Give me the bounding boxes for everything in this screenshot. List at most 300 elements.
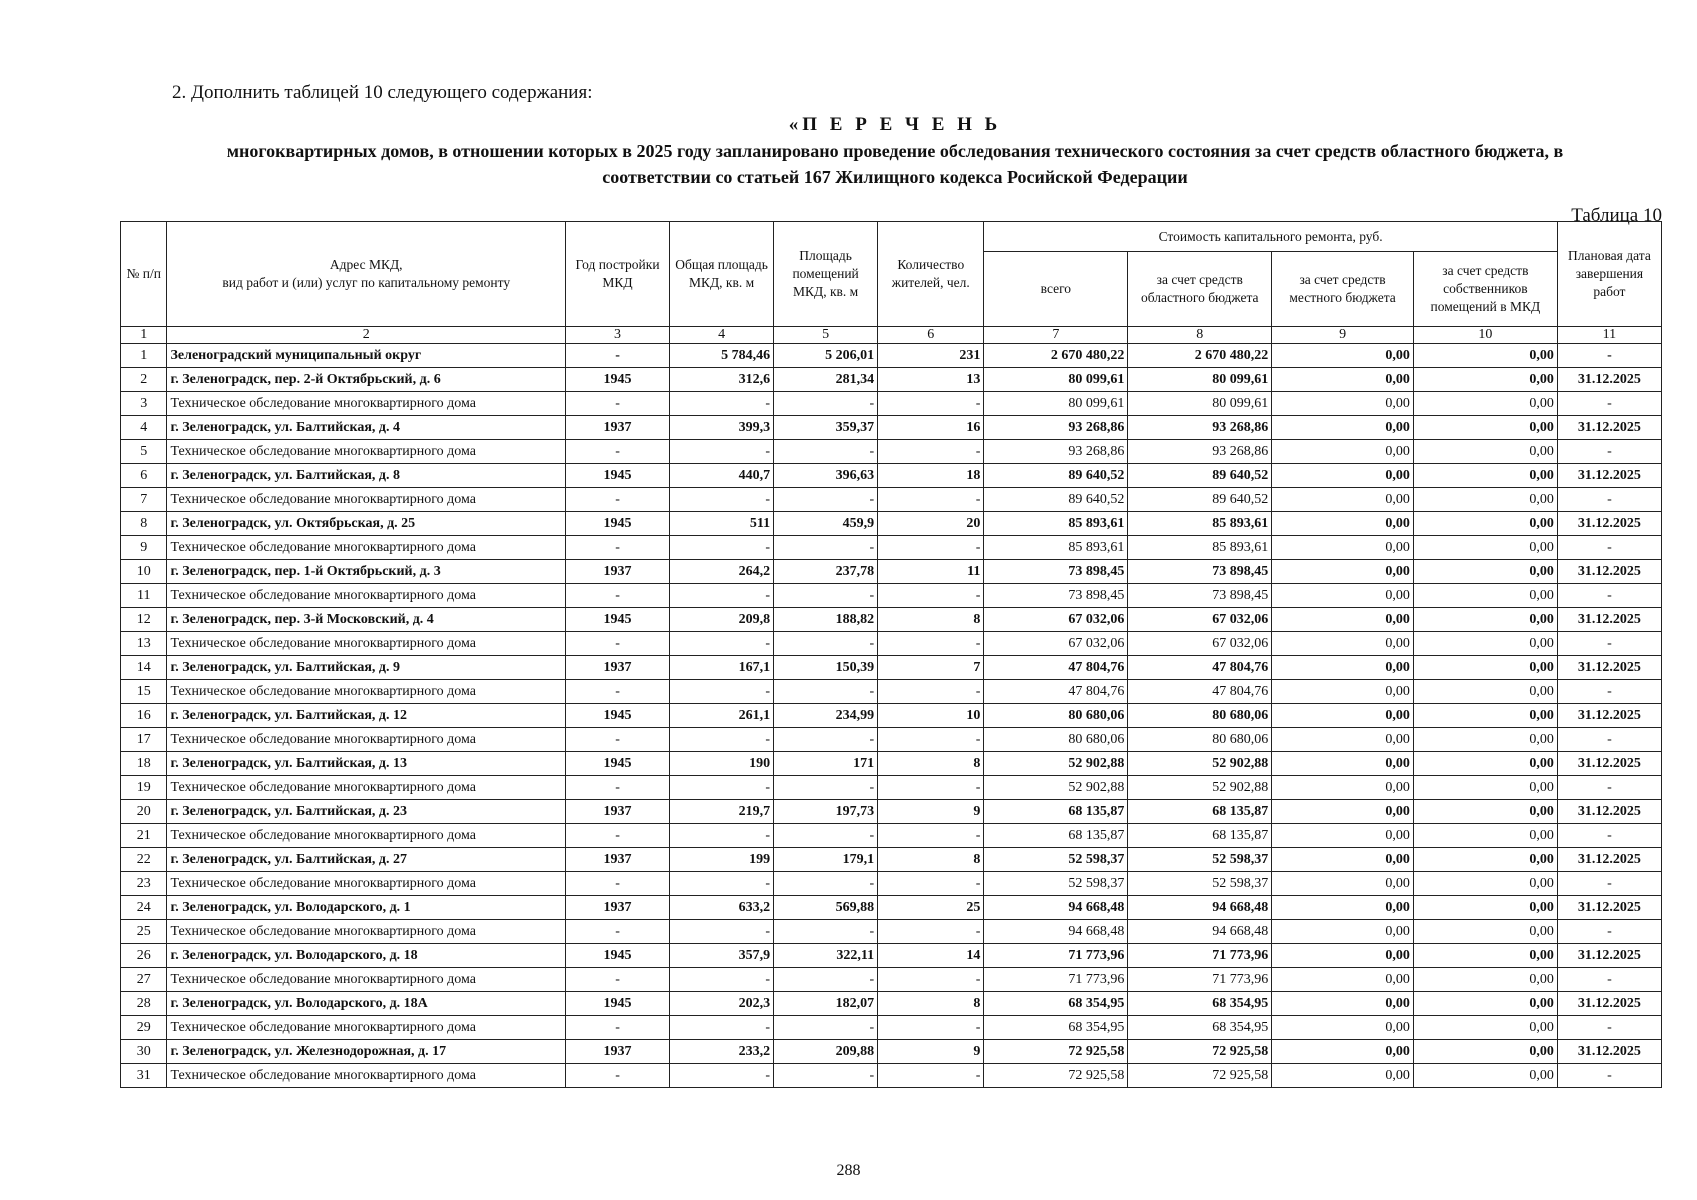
planned-date-cell: -: [1557, 1064, 1661, 1088]
cost-owners-cell: 0,00: [1413, 536, 1557, 560]
address-cell: г. Зеленоградск, ул. Октябрьская, д. 25: [167, 512, 566, 536]
cost-regional-cell: 80 099,61: [1128, 368, 1272, 392]
cost-local-cell: 0,00: [1272, 560, 1414, 584]
address-cell: г. Зеленоградск, ул. Железнодорожная, д. 17: [167, 1040, 566, 1064]
row-number: 17: [121, 728, 167, 752]
planned-date-cell: 31.12.2025: [1557, 560, 1661, 584]
total-area-cell: 399,3: [670, 416, 774, 440]
address-cell: г. Зеленоградск, ул. Володарского, д. 18: [167, 944, 566, 968]
cost-total-cell: 72 925,58: [984, 1064, 1128, 1088]
header-num: № п/п: [121, 222, 167, 327]
cost-local-cell: 0,00: [1272, 824, 1414, 848]
year-cell: 1945: [566, 752, 670, 776]
cost-local-cell: 0,00: [1272, 872, 1414, 896]
rooms-area-cell: -: [774, 968, 878, 992]
cost-total-cell: 89 640,52: [984, 488, 1128, 512]
cost-local-cell: 0,00: [1272, 368, 1414, 392]
planned-date-cell: 31.12.2025: [1557, 752, 1661, 776]
row-number: 2: [121, 368, 167, 392]
row-number: 3: [121, 392, 167, 416]
cost-regional-cell: 52 598,37: [1128, 872, 1272, 896]
cost-total-cell: 80 099,61: [984, 368, 1128, 392]
total-area-cell: 261,1: [670, 704, 774, 728]
cost-local-cell: 0,00: [1272, 488, 1414, 512]
table-body: [121, 344, 1662, 1088]
cost-regional-cell: 89 640,52: [1128, 488, 1272, 512]
row-number: 21: [121, 824, 167, 848]
table-row: [121, 344, 1662, 368]
header-residents: Количество жителей, чел.: [878, 222, 984, 327]
header-regional: за счет средств областного бюджета: [1128, 252, 1272, 327]
rooms-area-cell: 197,73: [774, 800, 878, 824]
rooms-area-cell: 396,63: [774, 464, 878, 488]
rooms-area-cell: 237,78: [774, 560, 878, 584]
cost-owners-cell: 0,00: [1413, 800, 1557, 824]
planned-date-cell: 31.12.2025: [1557, 896, 1661, 920]
residents-cell: 10: [878, 704, 984, 728]
cost-local-cell: 0,00: [1272, 776, 1414, 800]
rooms-area-cell: 281,34: [774, 368, 878, 392]
cost-regional-cell: 67 032,06: [1128, 608, 1272, 632]
header-total-area: Общая площадь МКД, кв. м: [670, 222, 774, 327]
cost-local-cell: 0,00: [1272, 920, 1414, 944]
total-area-cell: -: [670, 920, 774, 944]
residents-cell: 18: [878, 464, 984, 488]
total-area-cell: 219,7: [670, 800, 774, 824]
planned-date-cell: 31.12.2025: [1557, 800, 1661, 824]
row-number: 19: [121, 776, 167, 800]
address-cell: Техническое обследование многоквартирного дома: [167, 680, 566, 704]
residents-cell: -: [878, 1064, 984, 1088]
row-number: 11: [121, 584, 167, 608]
planned-date-cell: -: [1557, 680, 1661, 704]
cost-regional-cell: 71 773,96: [1128, 944, 1272, 968]
cost-regional-cell: 89 640,52: [1128, 464, 1272, 488]
residents-cell: -: [878, 968, 984, 992]
cost-owners-cell: 0,00: [1413, 1064, 1557, 1088]
rooms-area-cell: -: [774, 584, 878, 608]
rooms-area-cell: 359,37: [774, 416, 878, 440]
address-cell: г. Зеленоградск, пер. 2-й Октябрьский, д. 6: [167, 368, 566, 392]
planned-date-cell: 31.12.2025: [1557, 512, 1661, 536]
cost-owners-cell: 0,00: [1413, 704, 1557, 728]
title-line-2: многоквартирных домов, в отношении которых в 2025 году запланировано проведение обследования технического состояния за счет средств областного бюджета, в: [226, 141, 1564, 161]
address-cell: г. Зеленоградск, ул. Балтийская, д. 4: [167, 416, 566, 440]
address-cell: Зеленоградский муниципальный округ: [167, 344, 566, 368]
cost-local-cell: 0,00: [1272, 680, 1414, 704]
row-number: 7: [121, 488, 167, 512]
header-year: Год постройки МКД: [566, 222, 670, 327]
cost-total-cell: 72 925,58: [984, 1040, 1128, 1064]
planned-date-cell: -: [1557, 968, 1661, 992]
rooms-area-cell: 182,07: [774, 992, 878, 1016]
row-number: 18: [121, 752, 167, 776]
address-cell: Техническое обследование многоквартирного дома: [167, 440, 566, 464]
table-row: [121, 728, 1662, 752]
cost-local-cell: 0,00: [1272, 704, 1414, 728]
residents-cell: -: [878, 728, 984, 752]
table-row: [121, 704, 1662, 728]
residents-cell: 231: [878, 344, 984, 368]
address-cell: Техническое обследование многоквартирного дома: [167, 968, 566, 992]
total-area-cell: 312,6: [670, 368, 774, 392]
year-cell: -: [566, 824, 670, 848]
table-row: [121, 968, 1662, 992]
residents-cell: -: [878, 584, 984, 608]
column-number: 1: [121, 327, 167, 344]
cost-regional-cell: 68 354,95: [1128, 1016, 1272, 1040]
residents-cell: -: [878, 776, 984, 800]
cost-regional-cell: 47 804,76: [1128, 680, 1272, 704]
cost-total-cell: 94 668,48: [984, 920, 1128, 944]
cost-owners-cell: 0,00: [1413, 656, 1557, 680]
year-cell: 1945: [566, 992, 670, 1016]
table-row: [121, 560, 1662, 584]
row-number: 12: [121, 608, 167, 632]
cost-owners-cell: 0,00: [1413, 824, 1557, 848]
table-row: [121, 608, 1662, 632]
row-number: 8: [121, 512, 167, 536]
cost-owners-cell: 0,00: [1413, 728, 1557, 752]
address-cell: Техническое обследование многоквартирного дома: [167, 776, 566, 800]
planned-date-cell: -: [1557, 920, 1661, 944]
planned-date-cell: -: [1557, 488, 1661, 512]
cost-local-cell: 0,00: [1272, 512, 1414, 536]
year-cell: -: [566, 680, 670, 704]
planned-date-cell: -: [1557, 584, 1661, 608]
planned-date-cell: -: [1557, 872, 1661, 896]
header-total: всего: [984, 252, 1128, 327]
rooms-area-cell: 209,88: [774, 1040, 878, 1064]
row-number: 5: [121, 440, 167, 464]
cost-total-cell: 52 598,37: [984, 872, 1128, 896]
table-row: [121, 656, 1662, 680]
residents-cell: -: [878, 488, 984, 512]
header-rooms-area: Площадь помещений МКД, кв. м: [774, 222, 878, 327]
cost-total-cell: 93 268,86: [984, 416, 1128, 440]
row-number: 10: [121, 560, 167, 584]
residents-cell: 8: [878, 992, 984, 1016]
residents-cell: 8: [878, 608, 984, 632]
cost-owners-cell: 0,00: [1413, 368, 1557, 392]
column-number: 7: [984, 327, 1128, 344]
address-cell: г. Зеленоградск, ул. Балтийская, д. 13: [167, 752, 566, 776]
cost-owners-cell: 0,00: [1413, 920, 1557, 944]
table-row: [121, 632, 1662, 656]
table-row: [121, 776, 1662, 800]
cost-regional-cell: 2 670 480,22: [1128, 344, 1272, 368]
row-number: 13: [121, 632, 167, 656]
planned-date-cell: 31.12.2025: [1557, 1040, 1661, 1064]
planned-date-cell: -: [1557, 776, 1661, 800]
residents-cell: -: [878, 920, 984, 944]
year-cell: 1945: [566, 464, 670, 488]
cost-local-cell: 0,00: [1272, 992, 1414, 1016]
cost-regional-cell: 94 668,48: [1128, 896, 1272, 920]
column-number: 6: [878, 327, 984, 344]
cost-total-cell: 85 893,61: [984, 536, 1128, 560]
year-cell: -: [566, 920, 670, 944]
header-owners: за счет средств собственников помещений в МКД: [1413, 252, 1557, 327]
cost-regional-cell: 68 135,87: [1128, 824, 1272, 848]
rooms-area-cell: 459,9: [774, 512, 878, 536]
cost-total-cell: 68 135,87: [984, 824, 1128, 848]
row-number: 29: [121, 1016, 167, 1040]
year-cell: -: [566, 632, 670, 656]
cost-total-cell: 47 804,76: [984, 656, 1128, 680]
residents-cell: 8: [878, 848, 984, 872]
row-number: 20: [121, 800, 167, 824]
cost-owners-cell: 0,00: [1413, 944, 1557, 968]
cost-total-cell: 52 902,88: [984, 776, 1128, 800]
table-row: [121, 872, 1662, 896]
document-title: [140, 112, 1650, 190]
cost-local-cell: 0,00: [1272, 752, 1414, 776]
table-row: [121, 1040, 1662, 1064]
row-number: 26: [121, 944, 167, 968]
row-number: 1: [121, 344, 167, 368]
residents-cell: 9: [878, 800, 984, 824]
cost-total-cell: 73 898,45: [984, 584, 1128, 608]
total-area-cell: -: [670, 824, 774, 848]
cost-regional-cell: 67 032,06: [1128, 632, 1272, 656]
table-row: [121, 368, 1662, 392]
cost-total-cell: 93 268,86: [984, 440, 1128, 464]
table-row: [121, 800, 1662, 824]
cost-total-cell: 73 898,45: [984, 560, 1128, 584]
total-area-cell: -: [670, 392, 774, 416]
column-number: 2: [167, 327, 566, 344]
cost-total-cell: 2 670 480,22: [984, 344, 1128, 368]
cost-owners-cell: 0,00: [1413, 488, 1557, 512]
cost-owners-cell: 0,00: [1413, 392, 1557, 416]
cost-total-cell: 47 804,76: [984, 680, 1128, 704]
cost-owners-cell: 0,00: [1413, 848, 1557, 872]
total-area-cell: -: [670, 680, 774, 704]
address-cell: г. Зеленоградск, ул. Балтийская, д. 12: [167, 704, 566, 728]
total-area-cell: 5 784,46: [670, 344, 774, 368]
cost-local-cell: 0,00: [1272, 656, 1414, 680]
residents-cell: 8: [878, 752, 984, 776]
residents-cell: -: [878, 872, 984, 896]
cost-owners-cell: 0,00: [1413, 776, 1557, 800]
cost-total-cell: 52 598,37: [984, 848, 1128, 872]
address-cell: г. Зеленоградск, ул. Володарского, д. 1: [167, 896, 566, 920]
year-cell: 1937: [566, 416, 670, 440]
cost-local-cell: 0,00: [1272, 440, 1414, 464]
cost-local-cell: 0,00: [1272, 584, 1414, 608]
cost-total-cell: 68 135,87: [984, 800, 1128, 824]
row-number: 25: [121, 920, 167, 944]
cost-total-cell: 94 668,48: [984, 896, 1128, 920]
total-area-cell: -: [670, 488, 774, 512]
cost-regional-cell: 52 902,88: [1128, 752, 1272, 776]
total-area-cell: -: [670, 968, 774, 992]
cost-regional-cell: 71 773,96: [1128, 968, 1272, 992]
total-area-cell: -: [670, 872, 774, 896]
year-cell: -: [566, 1064, 670, 1088]
rooms-area-cell: -: [774, 776, 878, 800]
table-row: [121, 920, 1662, 944]
year-cell: 1945: [566, 512, 670, 536]
cost-total-cell: 67 032,06: [984, 608, 1128, 632]
cost-owners-cell: 0,00: [1413, 608, 1557, 632]
address-cell: Техническое обследование многоквартирного дома: [167, 392, 566, 416]
table-row: [121, 488, 1662, 512]
cost-regional-cell: 68 135,87: [1128, 800, 1272, 824]
row-number: 24: [121, 896, 167, 920]
cost-owners-cell: 0,00: [1413, 464, 1557, 488]
rooms-area-cell: -: [774, 872, 878, 896]
cost-total-cell: 52 902,88: [984, 752, 1128, 776]
table-row: [121, 512, 1662, 536]
cost-total-cell: 67 032,06: [984, 632, 1128, 656]
cost-total-cell: 89 640,52: [984, 464, 1128, 488]
total-area-cell: -: [670, 1064, 774, 1088]
header-planned-date: Плановая дата завершения работ: [1557, 222, 1661, 327]
cost-owners-cell: 0,00: [1413, 512, 1557, 536]
planned-date-cell: 31.12.2025: [1557, 368, 1661, 392]
planned-date-cell: 31.12.2025: [1557, 992, 1661, 1016]
residents-cell: 16: [878, 416, 984, 440]
year-cell: -: [566, 584, 670, 608]
cost-regional-cell: 72 925,58: [1128, 1064, 1272, 1088]
total-area-cell: 440,7: [670, 464, 774, 488]
cost-regional-cell: 80 680,06: [1128, 704, 1272, 728]
table-row: [121, 536, 1662, 560]
address-cell: Техническое обследование многоквартирного дома: [167, 1064, 566, 1088]
year-cell: -: [566, 536, 670, 560]
column-number: 5: [774, 327, 878, 344]
address-cell: Техническое обследование многоквартирного дома: [167, 488, 566, 512]
row-number: 14: [121, 656, 167, 680]
planned-date-cell: -: [1557, 536, 1661, 560]
cost-owners-cell: 0,00: [1413, 992, 1557, 1016]
planned-date-cell: -: [1557, 632, 1661, 656]
cost-owners-cell: 0,00: [1413, 1016, 1557, 1040]
address-cell: г. Зеленоградск, ул. Балтийская, д. 23: [167, 800, 566, 824]
cost-local-cell: 0,00: [1272, 944, 1414, 968]
residents-cell: -: [878, 440, 984, 464]
total-area-cell: -: [670, 728, 774, 752]
total-area-cell: -: [670, 776, 774, 800]
planned-date-cell: 31.12.2025: [1557, 464, 1661, 488]
cost-regional-cell: 47 804,76: [1128, 656, 1272, 680]
total-area-cell: 357,9: [670, 944, 774, 968]
cost-local-cell: 0,00: [1272, 344, 1414, 368]
rooms-area-cell: -: [774, 632, 878, 656]
total-area-cell: 264,2: [670, 560, 774, 584]
rooms-area-cell: -: [774, 536, 878, 560]
cost-local-cell: 0,00: [1272, 896, 1414, 920]
rooms-area-cell: -: [774, 440, 878, 464]
cost-local-cell: 0,00: [1272, 416, 1414, 440]
rooms-area-cell: 569,88: [774, 896, 878, 920]
year-cell: 1937: [566, 800, 670, 824]
cost-regional-cell: 93 268,86: [1128, 440, 1272, 464]
year-cell: 1937: [566, 560, 670, 584]
year-cell: 1945: [566, 368, 670, 392]
houses-table: [120, 221, 1662, 1088]
row-number: 23: [121, 872, 167, 896]
residents-cell: -: [878, 680, 984, 704]
rooms-area-cell: 322,11: [774, 944, 878, 968]
total-area-cell: 167,1: [670, 656, 774, 680]
cost-regional-cell: 80 680,06: [1128, 728, 1272, 752]
address-cell: Техническое обследование многоквартирного дома: [167, 536, 566, 560]
header-local: за счет средств местного бюджета: [1272, 252, 1414, 327]
address-cell: Техническое обследование многоквартирного дома: [167, 920, 566, 944]
column-number: 3: [566, 327, 670, 344]
cost-local-cell: 0,00: [1272, 800, 1414, 824]
table-row: [121, 1016, 1662, 1040]
table-row: [121, 464, 1662, 488]
year-cell: -: [566, 1016, 670, 1040]
rooms-area-cell: 150,39: [774, 656, 878, 680]
cost-regional-cell: 52 902,88: [1128, 776, 1272, 800]
residents-cell: 25: [878, 896, 984, 920]
row-number: 15: [121, 680, 167, 704]
cost-local-cell: 0,00: [1272, 848, 1414, 872]
column-number: 9: [1272, 327, 1414, 344]
address-cell: г. Зеленоградск, пер. 1-й Октябрьский, д. 3: [167, 560, 566, 584]
cost-regional-cell: 52 598,37: [1128, 848, 1272, 872]
cost-total-cell: 80 099,61: [984, 392, 1128, 416]
table-label: Таблица 10: [1571, 205, 1662, 226]
table-row: [121, 1064, 1662, 1088]
year-cell: -: [566, 968, 670, 992]
year-cell: 1945: [566, 704, 670, 728]
rooms-area-cell: 188,82: [774, 608, 878, 632]
year-cell: 1945: [566, 608, 670, 632]
cost-owners-cell: 0,00: [1413, 752, 1557, 776]
cost-owners-cell: 0,00: [1413, 440, 1557, 464]
row-number: 31: [121, 1064, 167, 1088]
table-row: [121, 848, 1662, 872]
planned-date-cell: -: [1557, 344, 1661, 368]
cost-local-cell: 0,00: [1272, 728, 1414, 752]
residents-cell: -: [878, 536, 984, 560]
cost-total-cell: 71 773,96: [984, 968, 1128, 992]
rooms-area-cell: -: [774, 920, 878, 944]
address-cell: Техническое обследование многоквартирного дома: [167, 1016, 566, 1040]
planned-date-cell: -: [1557, 824, 1661, 848]
cost-regional-cell: 73 898,45: [1128, 560, 1272, 584]
address-cell: г. Зеленоградск, пер. 3-й Московский, д. 4: [167, 608, 566, 632]
cost-owners-cell: 0,00: [1413, 1040, 1557, 1064]
address-cell: г. Зеленоградск, ул. Володарского, д. 18А: [167, 992, 566, 1016]
cost-total-cell: 68 354,95: [984, 992, 1128, 1016]
planned-date-cell: 31.12.2025: [1557, 848, 1661, 872]
total-area-cell: 233,2: [670, 1040, 774, 1064]
residents-cell: 9: [878, 1040, 984, 1064]
page-number: 288: [836, 1162, 861, 1179]
total-area-cell: -: [670, 584, 774, 608]
cost-regional-cell: 94 668,48: [1128, 920, 1272, 944]
address-cell: Техническое обследование многоквартирного дома: [167, 584, 566, 608]
rooms-area-cell: -: [774, 824, 878, 848]
year-cell: -: [566, 344, 670, 368]
cost-owners-cell: 0,00: [1413, 416, 1557, 440]
row-number: 4: [121, 416, 167, 440]
row-number: 27: [121, 968, 167, 992]
address-cell: Техническое обследование многоквартирного дома: [167, 872, 566, 896]
year-cell: 1937: [566, 1040, 670, 1064]
title-line-3: соответствии со статьей 167 Жилищного кодекса Росийской Федерации: [602, 167, 1188, 187]
total-area-cell: 209,8: [670, 608, 774, 632]
cost-owners-cell: 0,00: [1413, 680, 1557, 704]
year-cell: 1937: [566, 848, 670, 872]
